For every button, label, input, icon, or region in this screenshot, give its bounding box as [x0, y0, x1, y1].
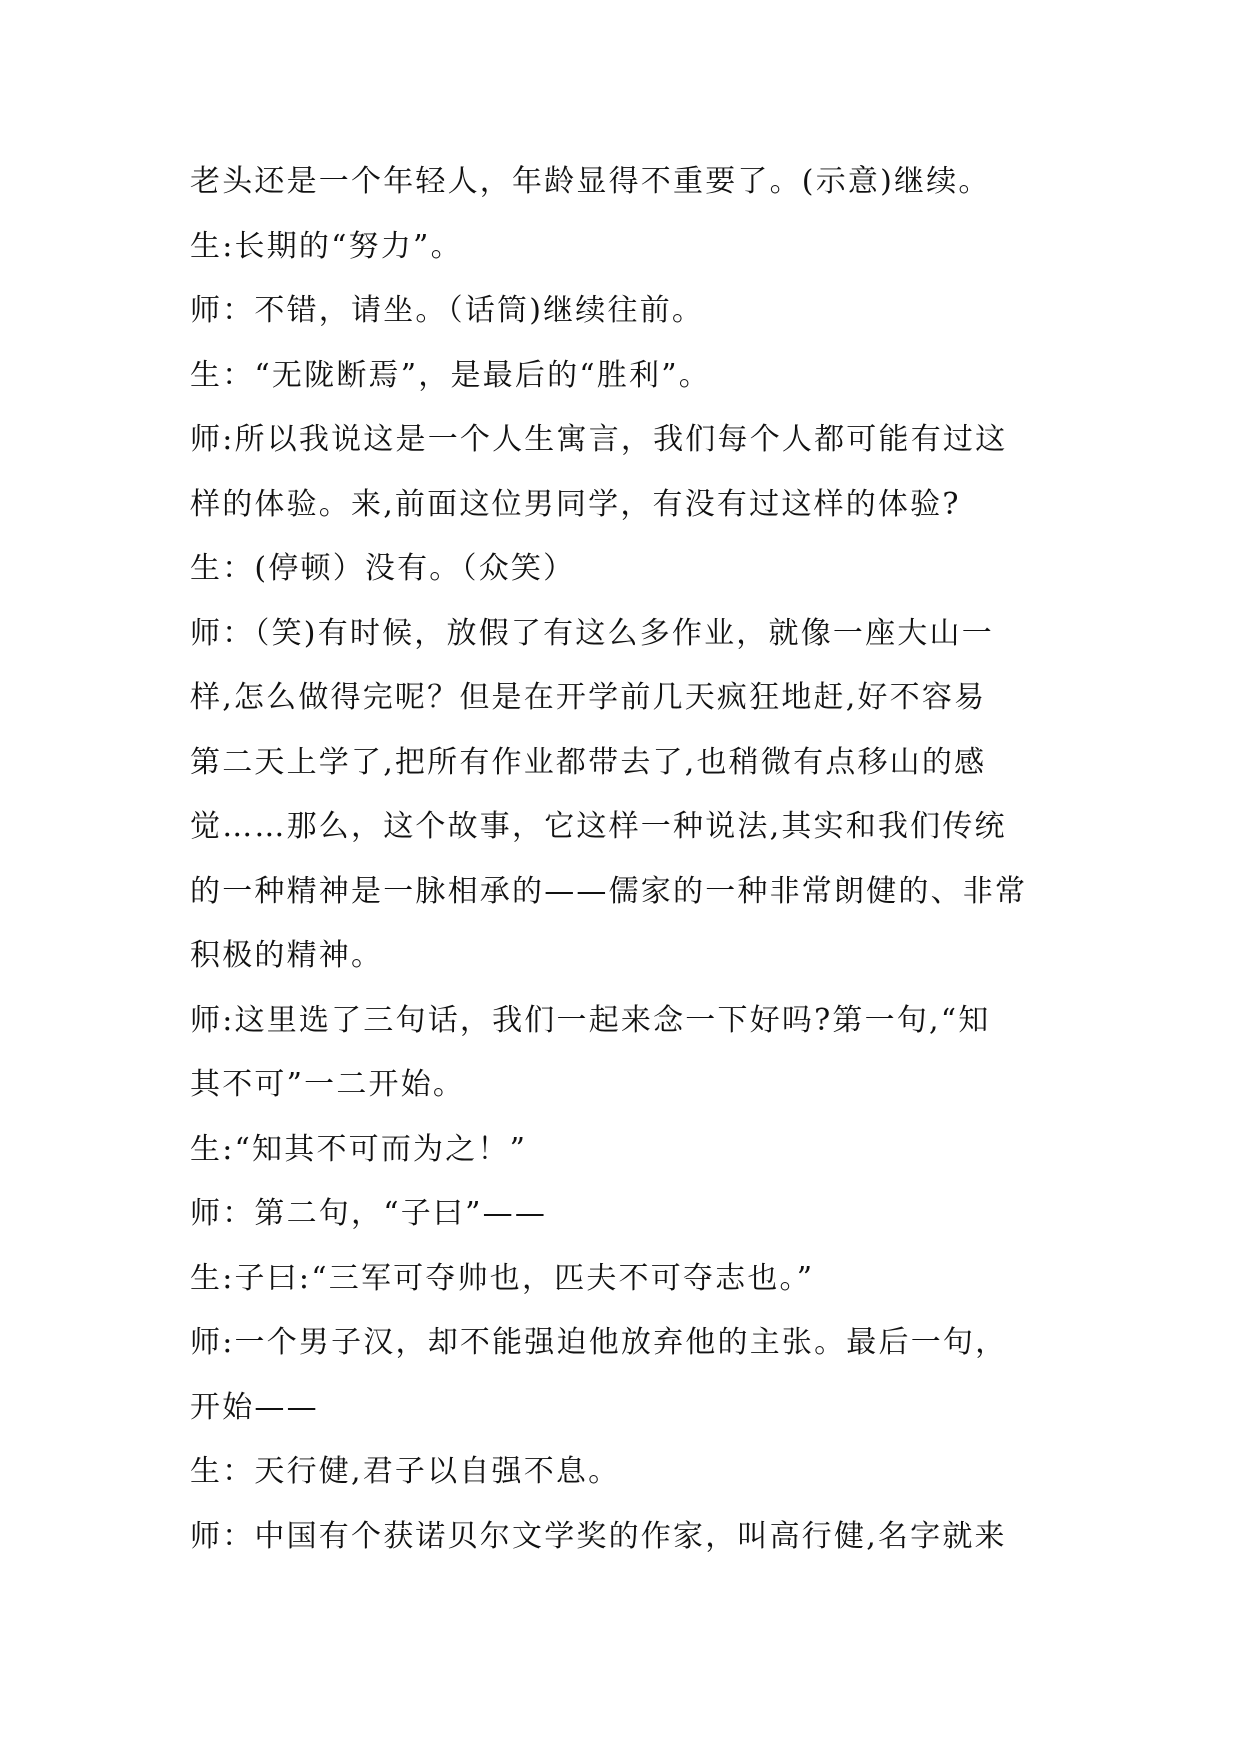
text-line: 生:子曰:“三军可夺帅也，匹夫不可夺志也。” [190, 1260, 815, 1296]
document-body [190, 150, 1060, 1569]
text-line: 其不可”一二开始。 [190, 1067, 466, 1102]
text-line: 师：（笑)有时候，放假了有这么多作业，就像一座大山一 [190, 615, 994, 651]
text-line: 师:所以我说这是一个人生寓言，我们每个人都可能有过这 [190, 422, 1008, 457]
text-line: 师：中国有个获诺贝尔文学奖的作家，叫高行健,名字就来 [190, 1518, 1007, 1554]
text-line: 老头还是一个年轻人，年龄显得不重要了。(示意)继续。 [190, 164, 991, 199]
text-line: 样的体验。来,前面这位男同学，有没有过这样的体验? [190, 486, 961, 522]
text-line: 师:一个男子汉，却不能强迫他放弃他的主张。最后一句， [190, 1325, 1008, 1360]
text-line: 生:长期的“努力”。 [190, 228, 463, 264]
text-line: 第二天上学了,把所有作业都带去了,也稍微有点移山的感 [190, 744, 987, 780]
text-line: 样,怎么做得完呢？但是在开学前几天疯狂地赶,好不容易 [190, 680, 987, 715]
text-line: 师：第二句，“子曰”—— [190, 1196, 548, 1231]
text-line: 生:“知其不可而为之！” [190, 1131, 528, 1167]
text-line: 开始—— [190, 1389, 319, 1425]
text-line: 觉……那么，这个故事，它这样一种说法,其实和我们传统 [190, 809, 1007, 844]
text-line: 师：不错，请坐。（话筒)继续往前。 [190, 293, 705, 328]
text-line: 生：天行健,君子以自强不息。 [190, 1454, 621, 1489]
text-line: 生：“无陇断焉”，是最后的“胜利”。 [190, 357, 711, 393]
text-line: 生：(停顿）没有。（众笑） [190, 551, 576, 586]
text-line: 师:这里选了三句话，我们一起来念一下好吗?第一句,“知 [190, 1002, 991, 1038]
text-line: 的一种精神是一脉相承的——儒家的一种非常朗健的、非常 [190, 873, 1028, 909]
text-line: 积极的精神。 [190, 938, 384, 973]
